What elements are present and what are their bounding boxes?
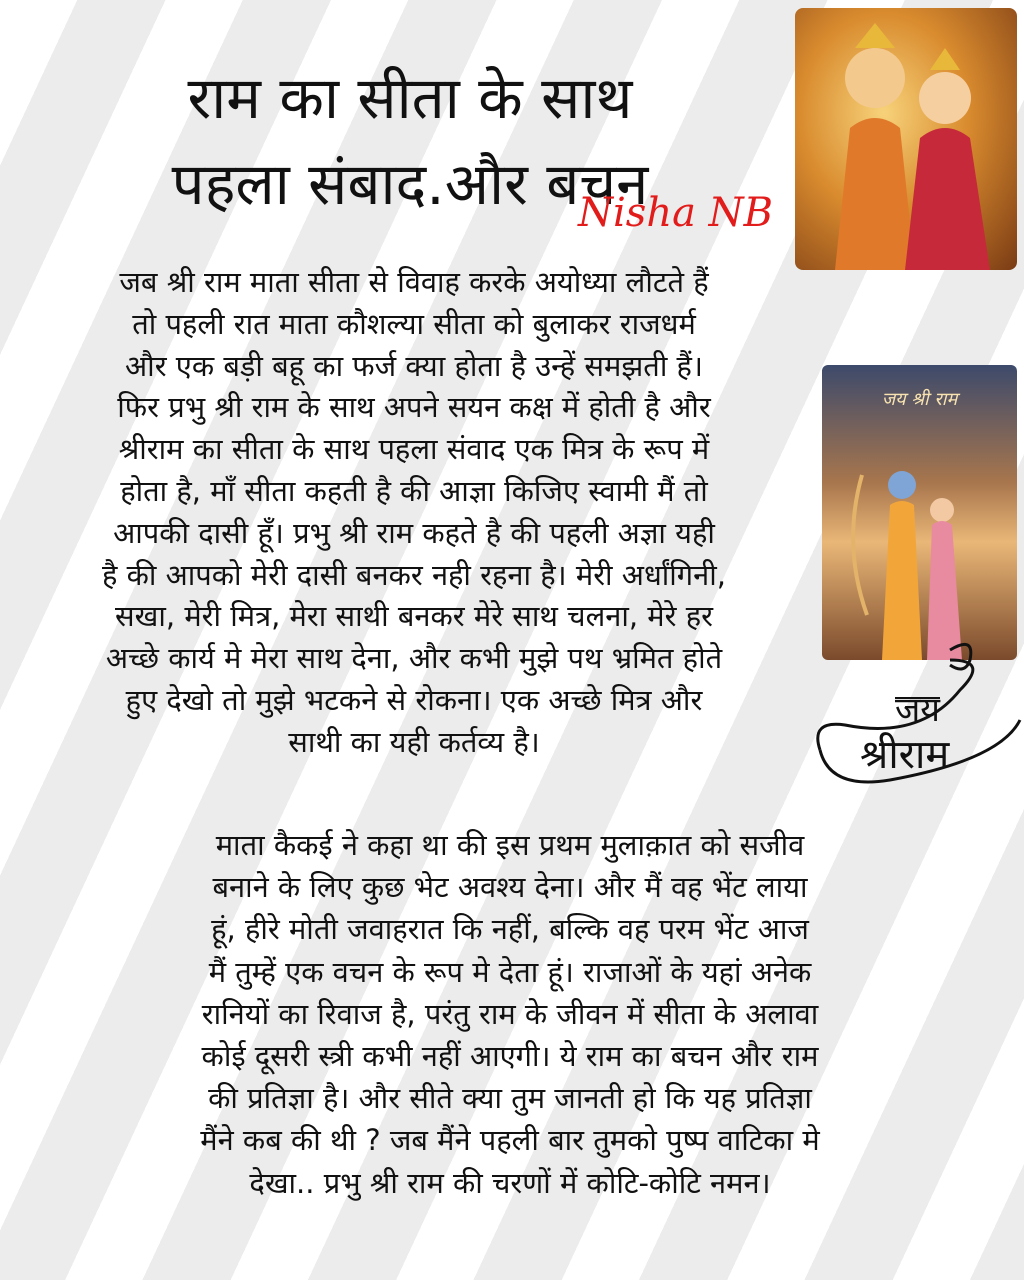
paragraph-2-line: की प्रतिज्ञा है। और सीते क्या तुम जानती हो कि यह प्रतिज्ञा	[208, 1081, 812, 1116]
paragraph-2-line: कोई दूसरी स्त्री कभी नहीं आएगी। ये राम का बचन और राम	[201, 1039, 819, 1074]
paragraph-1-line: सखा, मेरी मित्र, मेरा साथी बनकर मेरे साथ चलना, मेरे हर	[115, 599, 713, 634]
paragraph-1-line: साथी का यही कर्तव्य है।	[288, 724, 540, 759]
paragraph-2-line: बनाने के लिए कुछ भेट अवश्य देना। और मैं वह भेंट लाया	[212, 870, 808, 905]
paragraph-1-line: होता है, माँ सीता कहती है की आज्ञा किजिए स्वामी मैं तो	[120, 473, 708, 508]
paragraph-2-line: देखा.. प्रभु श्री राम की चरणों में कोटि-कोटि नमन।	[249, 1165, 771, 1200]
paragraph-2-line: माता कैकई ने कहा था की इस प्रथम मुलाक़ात को सजीव	[215, 828, 805, 862]
jai-shri-ram-logo	[800, 630, 1024, 815]
paragraph-2	[95, 824, 925, 1204]
paragraph-1-line: आपकी दासी हूँ। प्रभु श्री राम कहते है की पहली अज्ञा यही	[113, 515, 715, 550]
paragraph-1-line: अच्छे कार्य मे मेरा साथ देना, और कभी मुझे पथ भ्रमित होते	[105, 641, 723, 676]
portrait-illustration	[795, 8, 1017, 270]
ram-sita-portrait-image	[795, 8, 1017, 270]
paragraph-1-line: हुए देखो तो मुझे भटकने से रोकना। एक अच्छे मित्र और	[125, 682, 703, 717]
paragraph-2-line: रानियों का रिवाज है, परंतु राम के जीवन में सीता के अलावा	[201, 996, 819, 1031]
paragraph-2-line: हूं, हीरे मोती जवाहरात कि नहीं, बल्कि वह परम भेंट आज	[211, 912, 809, 947]
image-caption: जय श्री राम	[881, 389, 958, 410]
logo-text-shriram: श्रीराम	[860, 732, 950, 778]
paragraph-2-line: मैं तुम्हें एक वचन के रूप मे देता हूं। राजाओं के यहां अनेक	[208, 954, 812, 989]
paragraph-2-line: मैंने कब की थी ? जब मैंने पहली बार तुमको पुष्प वाटिका मे	[200, 1123, 820, 1158]
paragraph-1-line: श्रीराम का सीता के साथ पहला संवाद एक मित्र के रूप में	[118, 432, 710, 467]
paragraph-1-line: फिर प्रभु श्री राम के साथ अपने सयन कक्ष में होती है और	[117, 390, 711, 425]
paragraph-1-line: तो पहली रात माता कौशल्या सीता को बुलाकर राजधर्म	[132, 306, 696, 341]
paragraph-1	[14, 262, 814, 764]
ram-sita-walking-image	[822, 365, 1017, 660]
paragraph-1-line: और एक बड़ी बहू का फर्ज क्या होता है उन्हें समझती हैं।	[125, 348, 703, 383]
signature: Nisha NB	[578, 190, 774, 236]
paragraph-1-line: जब श्री राम माता सीता से विवाह करके अयोध्या लौटते हैं	[119, 265, 709, 299]
paragraph-1-line: है की आपको मेरी दासी बनकर नही रहना है। मेरी अर्धांगिनी,	[102, 557, 726, 592]
title-line-1: राम का सीता के साथ	[187, 64, 633, 132]
logo-text-jai: जय	[895, 690, 940, 730]
title-line-2: पहला संबाद.और बचन	[171, 150, 649, 218]
